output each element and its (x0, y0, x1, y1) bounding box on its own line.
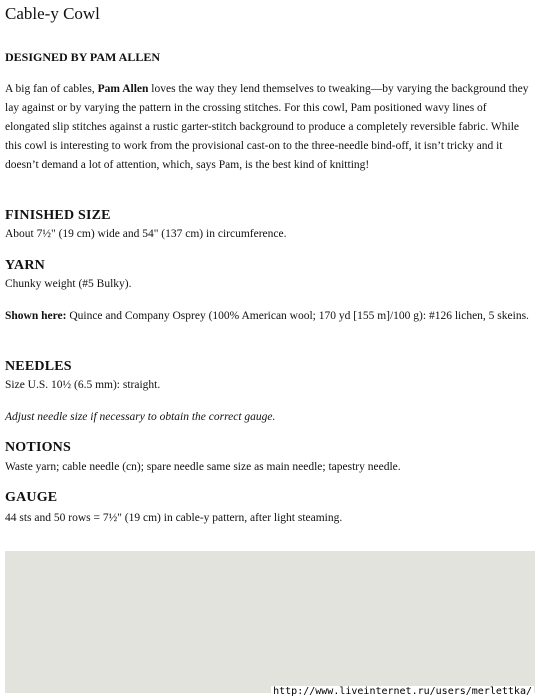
intro-body: loves the way they lend themselves to tweaking—by varying the background they lay against or by varying the pattern in the crossing stitches. For this cowl, Pam positioned wavy lines of elongated slip stitches against a rustic garter-stitch background to produce a completely reversible fabric. While this cowl is interesting to work from the provisional cast-on to the three-needle bind-off, it isn’t tricky and it doesn’t demand a lot of attention, which, says Pam, is the best kind of knitting! (5, 83, 529, 171)
needles-heading: NEEDLES (5, 359, 72, 374)
notions-heading: NOTIONS (5, 440, 71, 455)
shown-here-text: Quince and Company Osprey (100% American wool; 170 yd [155 m]/100 g): #126 lichen, 5 skeins. (66, 310, 529, 322)
source-watermark: http://www.liveinternet.ru/users/merlettka/ (273, 686, 532, 697)
shown-here-paragraph (5, 307, 531, 326)
finished-size-text: About 7½" (19 cm) wide and 54" (137 cm) in circumference. (5, 228, 287, 240)
page-title: Cable-y Cowl (5, 4, 100, 23)
intro-lead: A big fan of cables, (5, 83, 98, 95)
gauge-heading: GAUGE (5, 490, 58, 505)
gauge-note: Adjust needle size if necessary to obtain the correct gauge. (5, 411, 276, 423)
needles-text: Size U.S. 10½ (6.5 mm): straight. (5, 379, 161, 391)
gauge-text: 44 sts and 50 rows = 7½" (19 cm) in cable-y pattern, after light steaming. (5, 512, 343, 524)
designer-byline: DESIGNED BY PAM ALLEN (5, 50, 161, 64)
notions-text: Waste yarn; cable needle (cn); spare needle same size as main needle; tapestry needle. (5, 461, 401, 473)
shown-here-label: Shown here: (5, 310, 67, 322)
designer-name: Pam Allen (97, 83, 149, 95)
yarn-heading: YARN (5, 258, 45, 273)
finished-size-heading: FINISHED SIZE (5, 208, 111, 223)
intro-paragraph (5, 80, 531, 175)
yarn-text: Chunky weight (#5 Bulky). (5, 278, 132, 290)
photo-placeholder (5, 551, 535, 693)
